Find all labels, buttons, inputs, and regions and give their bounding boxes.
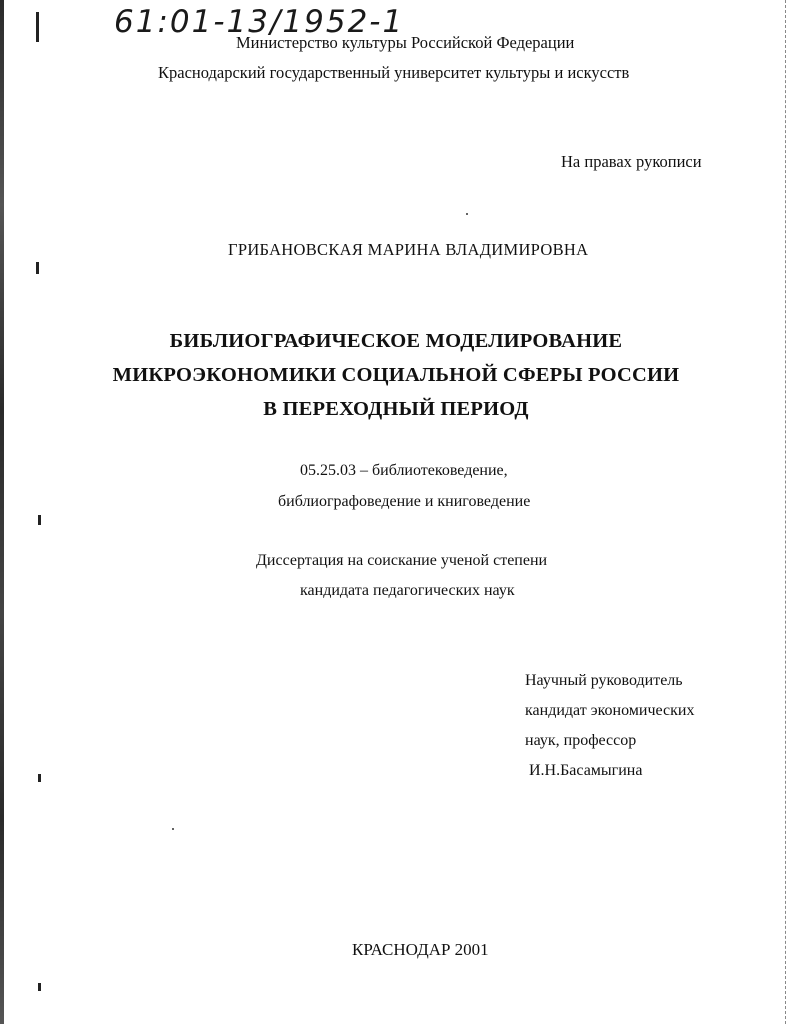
rights-note: На правах рукописи [561,152,702,171]
scan-left-edge [0,0,4,1024]
archive-stamp: 61:01-13/1952-1 [114,4,405,40]
degree-line-1: Диссертация на соискание ученой степени [256,552,548,569]
margin-mark [38,983,41,991]
city-year: КРАСНОДАР 2001 [352,940,489,959]
specialty-name-line: библиографоведение и книговедение [278,493,531,510]
dissertation-title-line-1: БИБЛИОГРАФИЧЕСКОЕ МОДЕЛИРОВАНИЕ [169,330,623,352]
dissertation-title-line-2: МИКРОЭКОНОМИКИ СОЦИАЛЬНОЙ СФЕРЫ РОССИИ [112,364,680,386]
scan-speck [466,213,468,215]
margin-mark [38,515,41,525]
margin-mark [38,774,41,782]
degree-line-2: кандидата педагогических наук [300,582,515,599]
specialty-code-line: 05.25.03 – библиотековедение, [300,462,508,479]
dissertation-title-line-3: В ПЕРЕХОДНЫЙ ПЕРИОД [263,398,529,420]
margin-mark [36,262,39,274]
ministry-name: Министерство культуры Российской Федерации [236,33,575,52]
supervisor-label: Научный руководитель [525,672,683,689]
scan-speck [172,828,174,830]
supervisor-rank: наук, профессор [525,732,637,749]
supervisor-name: И.Н.Басамыгина [529,762,643,779]
scan-right-edge [785,0,792,1024]
author-name: ГРИБАНОВСКАЯ МАРИНА ВЛАДИМИРОВНА [228,240,589,259]
university-name: Краснодарский государственный университет культуры и искусств [158,63,630,82]
margin-mark [36,12,39,42]
supervisor-degree: кандидат экономических [525,702,695,719]
